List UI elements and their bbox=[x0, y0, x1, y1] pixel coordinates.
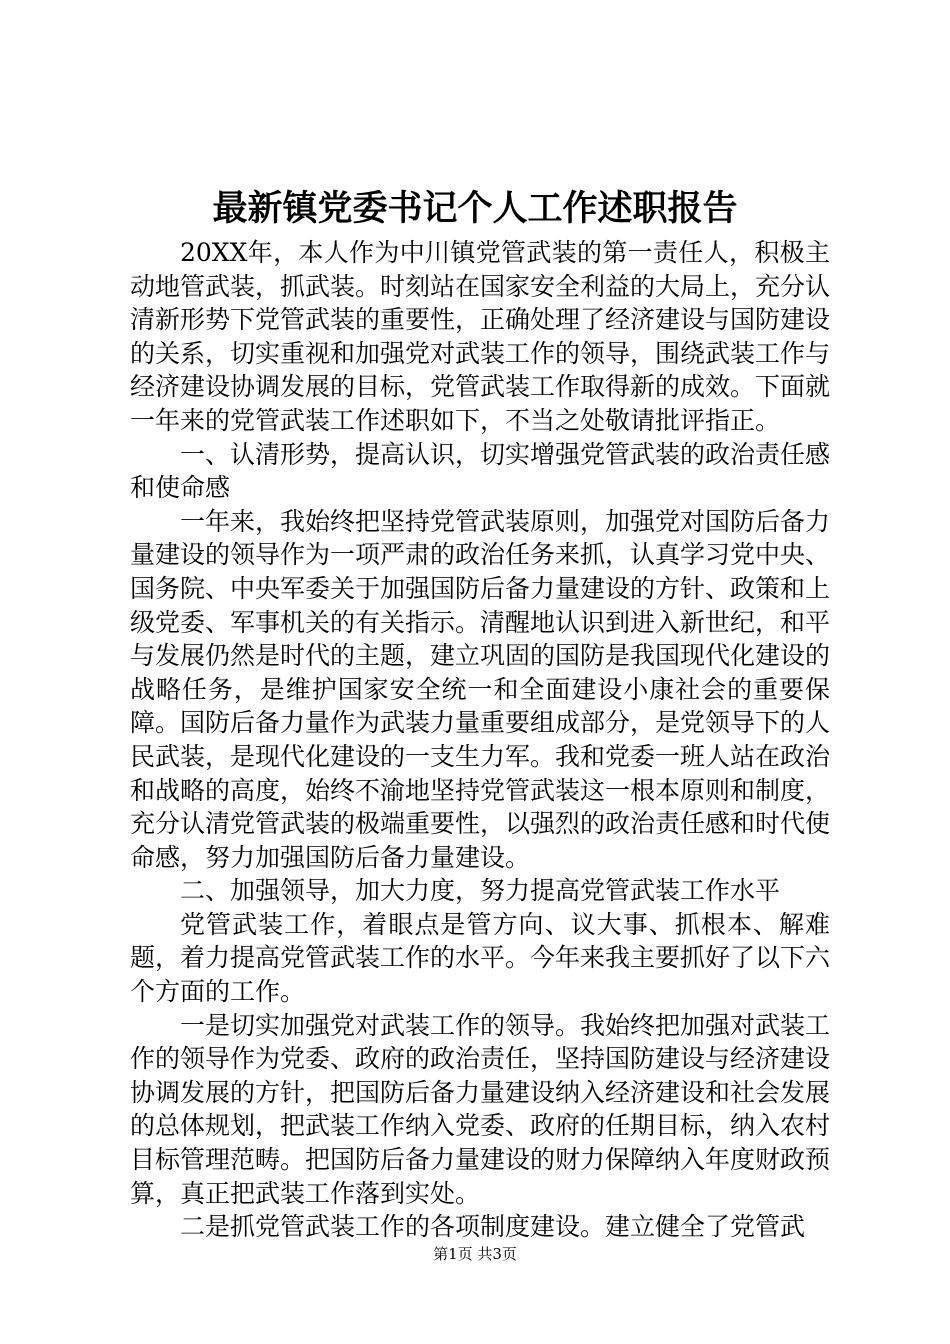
section-heading-1: 一、认清形势，提高认识，切实增强党管武装的政治责任感和使命感 bbox=[130, 439, 831, 503]
document-body bbox=[130, 236, 830, 1244]
paragraph-item-2: 二是抓党管武装工作的各项制度建设。建立健全了党管武 bbox=[180, 1212, 806, 1242]
document-title: 最新镇党委书记个人工作述职报告 bbox=[212, 188, 738, 229]
section-heading-2: 二、加强领导，加大力度，努力提高党管武装工作水平 bbox=[180, 876, 781, 906]
paragraph-section-2-intro: 党管武装工作，着眼点是管方向、议大事、抓根本、解难题，着力提高党管武装工作的水平。今年来我主要抓好了以下六个方面的工作。 bbox=[130, 909, 831, 1007]
paragraph-intro: 20XX年，本人作为中川镇党管武装的第一责任人，积极主动地管武装，抓武装。时刻站在国家安全利益的大局上，充分认清新形势下党管武装的重要性，正确处理了经济建设与国防建设的关系，切实重视和加强党对武装工作的领导，围绕武装工作与经济建设协调发展的目标，党管武装工作取得新的成效。下面就一年来的党管武装工作述职如下，不当之处敬请批评指正。 bbox=[130, 238, 831, 435]
page-footer: 第1页 共3页 bbox=[433, 1245, 517, 1263]
paragraph-section-1: 一年来，我始终把坚持党管武装原则，加强党对国防后备力量建设的领导作为一项严肃的政治任务来抓，认真学习党中央、国务院、中央军委关于加强国防后备力量建设的方针、政策和上级党委、军事机关的有关指示。清醒地认识到进入新世纪，和平与发展仍然是时代的主题，建立巩固的国防是我国现代化建设的战略任务，是维护国家安全统一和全面建设小康社会的重要保障。国防后备力量作为武装力量重要组成部分，是党领导下的人民武装，是现代化建设的一支生力军。我和党委一班人站在政治和战略的高度，始终不渝地坚持党管武装这一根本原则和制度，充分认清党管武装的极端重要性，以强烈的政治责任感和时代使命感，努力加强国防后备力量建设。 bbox=[130, 506, 831, 872]
paragraph-item-1: 一是切实加强党对武装工作的领导。我始终把加强对武装工作的领导作为党委、政府的政治责任，坚持国防建设与经济建设协调发展的方针，把国防后备力量建设纳入经济建设和社会发展的总体规划，把武装工作纳入党委、政府的任期目标，纳入农村目标管理范畴。把国防后备力量建设的财力保障纳入年度财政预算，真正把武装工作落到实处。 bbox=[130, 1010, 831, 1208]
